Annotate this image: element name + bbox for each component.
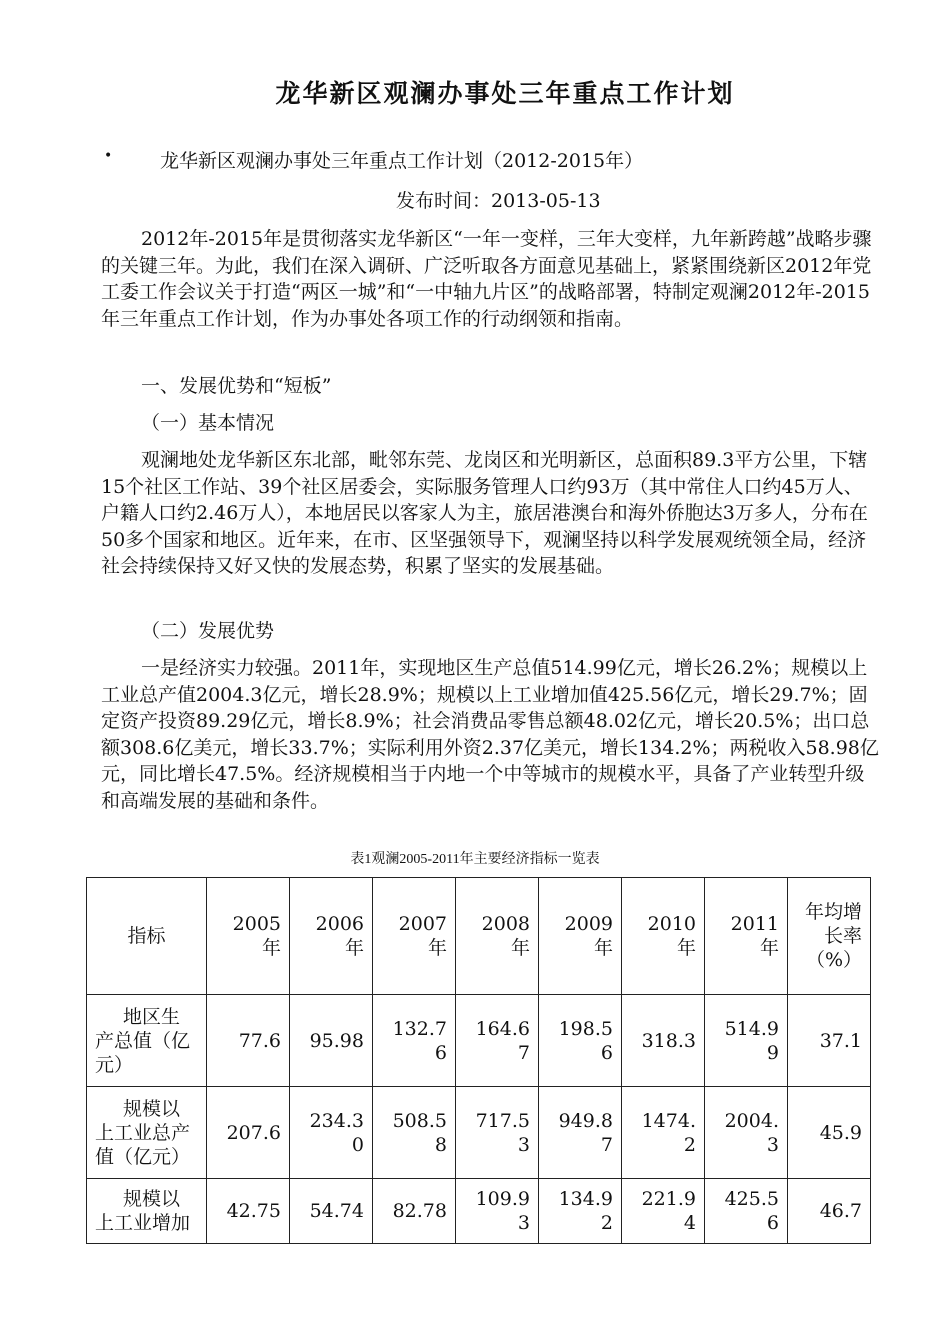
table-row bbox=[87, 995, 871, 1087]
table-cell: 164.67 bbox=[456, 995, 539, 1087]
header-cell: 2009年 bbox=[539, 878, 622, 995]
intro-paragraph: 2012年-2015年是贯彻落实龙华新区“一年一变样，三年大变样，九年新跨越”战略步骤的关键三年。为此，我们在深入调研、广泛听取各方面意见基础上，紧紧围绕新区2012年党工委工作会议关于打造“两区一城”和“一中轴九片区”的战略部署，特制定观澜2012年-2015年三年重点工作计划，作为办事处各项工作的行动纲领和指南。 bbox=[101, 228, 872, 330]
table-header-row bbox=[87, 878, 871, 995]
row-label: 地区生产总值（亿元） bbox=[87, 995, 207, 1087]
table-cell: 949.87 bbox=[539, 1087, 622, 1179]
section-heading-1: 一、发展优势和“短板” bbox=[141, 375, 332, 397]
table-cell: 717.53 bbox=[456, 1087, 539, 1179]
table-cell: 109.93 bbox=[456, 1179, 539, 1244]
subsection-heading-basic: （一）基本情况 bbox=[141, 412, 275, 434]
table-cell: 2004.3 bbox=[705, 1087, 788, 1179]
table-cell: 198.56 bbox=[539, 995, 622, 1087]
publish-date: 发布时间：2013-05-13 bbox=[396, 190, 601, 212]
table-cell: 132.76 bbox=[373, 995, 456, 1087]
table-cell: 45.9 bbox=[788, 1087, 871, 1179]
basic-info-paragraph: 观澜地处龙华新区东北部，毗邻东莞、龙岗区和光明新区，总面积89.3平方公里，下辖15个社区工作站、39个社区居委会，实际服务管理人口约93万（其中常住人口约45万人、户籍人口约2.46万人），本地居民以客家人为主，旅居港澳台和海外侨胞达3万多人，分布在50多个国家和地区。近年来，在市、区坚强领导下，观澜坚持以科学发展观统领全局，经济社会持续保持又好又快的发展态势，积累了坚实的发展基础。 bbox=[101, 449, 868, 577]
row-label: 规模以上工业增加 bbox=[87, 1179, 207, 1244]
table-cell: 37.1 bbox=[788, 995, 871, 1087]
economic-indicators-table bbox=[86, 877, 871, 1244]
header-cell: 2008年 bbox=[456, 878, 539, 995]
header-cell: 2006年 bbox=[290, 878, 373, 995]
row-label: 规模以上工业总产值（亿元） bbox=[87, 1087, 207, 1179]
table-cell: 318.3 bbox=[622, 995, 705, 1087]
table-cell: 425.56 bbox=[705, 1179, 788, 1244]
table-cell: 82.78 bbox=[373, 1179, 456, 1244]
subtitle: 龙华新区观澜办事处三年重点工作计划（2012-2015年） bbox=[160, 150, 644, 172]
bullet-icon: • bbox=[104, 148, 113, 164]
header-cell: 2010年 bbox=[622, 878, 705, 995]
header-cell: 2007年 bbox=[373, 878, 456, 995]
table-cell: 46.7 bbox=[788, 1179, 871, 1244]
table-cell: 77.6 bbox=[207, 995, 290, 1087]
table-cell: 207.6 bbox=[207, 1087, 290, 1179]
table-cell: 508.58 bbox=[373, 1087, 456, 1179]
table-cell: 234.30 bbox=[290, 1087, 373, 1179]
table-cell: 1474.2 bbox=[622, 1087, 705, 1179]
subsection-heading-advantage: （二）发展优势 bbox=[141, 620, 275, 642]
advantage-paragraph: 一是经济实力较强。2011年，实现地区生产总值514.99亿元，增长26.2%；规模以上工业总产值2004.3亿元，增长28.9%；规模以上工业增加值425.56亿元，增长29.7%；固定资产投资89.29亿元，增长8.9%；社会消费品零售总额48.02亿元，增长20.5%；出口总额308.6亿美元，增长33.7%；实际利用外资2.37亿美元，增长134.2%；两税收入58.98亿元，同比增长47.5%。经济规模相当于内地一个中等城市的规模水平，具备了产业转型升级和高端发展的基础和条件。 bbox=[101, 657, 879, 812]
table-row bbox=[87, 1179, 871, 1244]
document-title: 龙华新区观澜办事处三年重点工作计划 bbox=[275, 79, 735, 108]
table-cell: 95.98 bbox=[290, 995, 373, 1087]
table-cell: 54.74 bbox=[290, 1179, 373, 1244]
table-cell: 221.94 bbox=[622, 1179, 705, 1244]
table-cell: 134.92 bbox=[539, 1179, 622, 1244]
header-cell: 2005年 bbox=[207, 878, 290, 995]
table-cell: 514.99 bbox=[705, 995, 788, 1087]
table-row bbox=[87, 1087, 871, 1179]
table-cell: 42.75 bbox=[207, 1179, 290, 1244]
table-caption: 表1观澜2005-2011年主要经济指标一览表 bbox=[350, 852, 600, 867]
header-cell: 2011年 bbox=[705, 878, 788, 995]
header-cell: 年均增长率（%） bbox=[788, 878, 871, 995]
header-cell: 指标 bbox=[87, 878, 207, 995]
